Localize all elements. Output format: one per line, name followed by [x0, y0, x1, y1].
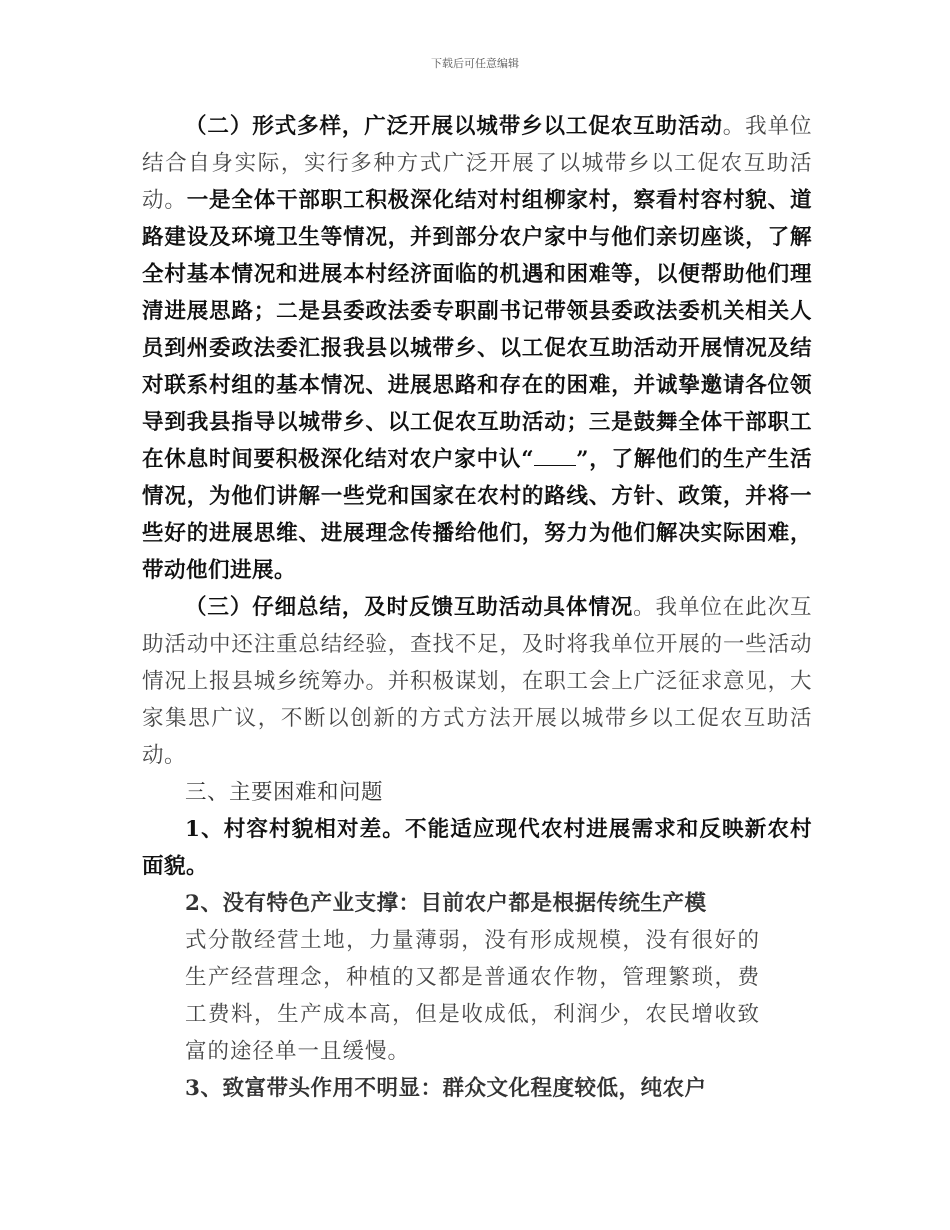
section-3-paragraph	[142, 589, 812, 774]
section-2-paragraph	[142, 108, 812, 589]
item-2-body: 式分散经营土地，力量薄弱，没有形成规模，没有很好的生产经营理念，种植的又都是普通农作物，管理繁琐，费工费料，生产成本高，但是收成低，利润少，农民增收致富的途径单一且缓慢。	[185, 928, 760, 1064]
heading-difficulties: 三、主要困难和问题	[185, 780, 384, 805]
document-body	[142, 108, 812, 1107]
item-1: 1、村容村貌相对差。不能适应现代农村进展需求和反映新农村面貌。	[142, 817, 812, 879]
item-2-title: 2、没有特色产业支撑：目前农户都是根据传统生产模	[185, 891, 707, 916]
section-3-title: （三）仔细总结，及时反馈互助活动具体情况	[185, 595, 634, 620]
section-2-title: （二）形式多样，广泛开展以城带乡以工促农互助活动	[185, 114, 723, 139]
fill-in-blank	[534, 447, 576, 466]
section-2-body-part1: 一是全体干部职工积极深化结对村组柳家村，察看村容村貌、道路建设及环境卫生等情况，并到部分农户家中与他们亲切座谈，了解全村基本情况和进展本村经济面临的机遇和困难等，以便帮助他们理清进展思路；二是县委政法委专职副书记带领县委政法委机关相关人员到州委政法委汇报我县以城带乡、以工促农互助活动开展情况及结对联系村组的基本情况、进展思路和存在的困难，并诚挚邀请各位领导到我县指导以城带乡、以工促农互助活动；三是鼓舞全体干部职工在休息时间要积极深化结对农户家中认“	[142, 188, 812, 472]
section-3-body: 。我单位在此次互助活动中还注重总结经验，查找不足，及时将我单位开展的一些活动情况上报县城乡统筹办。并积极谋划，在职工会上广泛征求意见，大家集思广议，不断以创新的方式方法开展以城带乡以工促农互助活动。	[142, 595, 812, 768]
item-3-title: 3、致富带头作用不明显：群众文化程度较低，纯农户	[185, 1076, 707, 1101]
section-2-body-part2: ”，了解他们的生产生活情况，为他们讲解一些党和国家在农村的路线、方针、政策，并将一些好的进展思维、进展理念传播给他们，努力为他们解决实际困难，带动他们进展。	[142, 447, 813, 583]
page-header-note: 下载后可任意编辑	[431, 57, 519, 70]
section-2-intro: 。我单位结合自身实际，实行多种方式广泛开展了以城带乡以工促农互助活动。	[142, 114, 812, 213]
